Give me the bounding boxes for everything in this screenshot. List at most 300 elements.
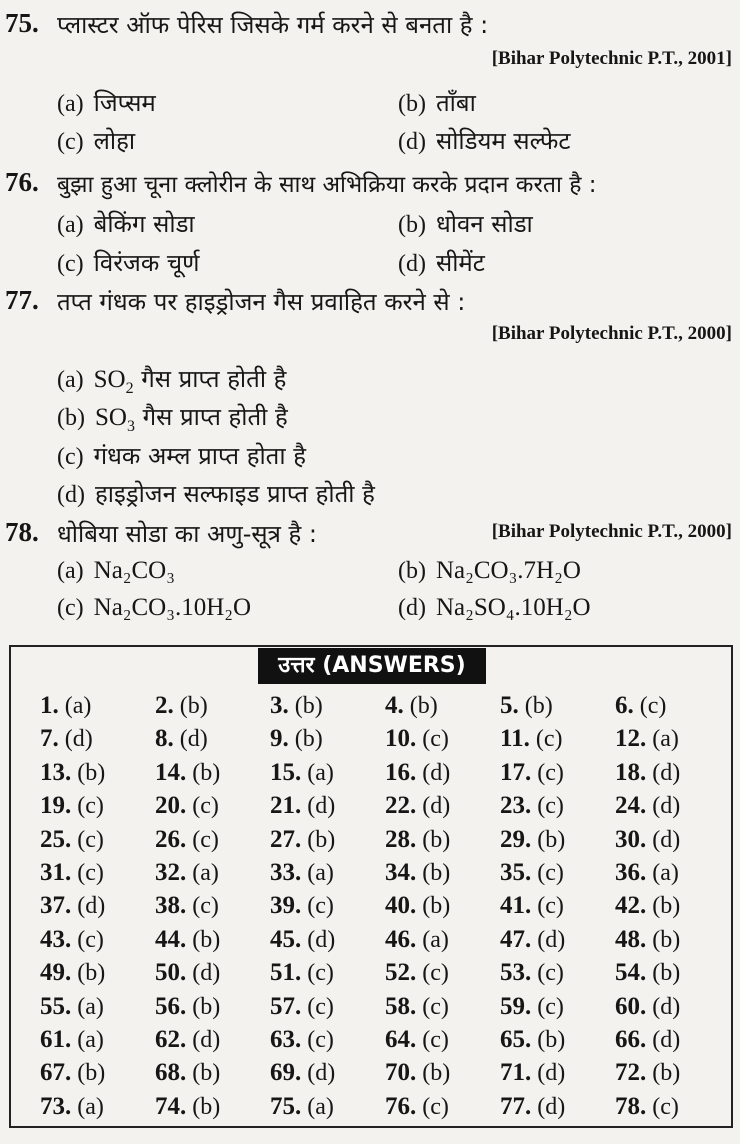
option-text: गैस प्राप्त होती है: [141, 365, 287, 393]
answer-option: (b): [77, 1060, 106, 1087]
answer-option: (d): [652, 993, 681, 1020]
answer-item: [40, 957, 155, 989]
exam-source: [Bihar Polytechnic P.T., 2001]: [491, 48, 732, 69]
option-text: बेकिंग सोडा: [93, 210, 195, 238]
answer-number: 6.: [615, 692, 634, 719]
answer-option: (d): [652, 1026, 681, 1053]
chemical-formula: [94, 404, 135, 435]
answer-option: (c): [307, 960, 334, 987]
answer-option: (c): [422, 960, 449, 987]
answer-item: [40, 723, 155, 755]
answer-item: [500, 1024, 615, 1056]
answer-item: [615, 857, 730, 889]
answer-item: [615, 1024, 730, 1056]
answer-number: 20.: [155, 792, 187, 820]
answer-option: (d): [77, 893, 106, 920]
option-c: [57, 593, 251, 622]
answer-number: 39.: [270, 892, 302, 920]
answer-number: 23.: [500, 792, 532, 820]
answer-number: 61.: [40, 1025, 72, 1053]
answer-item: [155, 857, 270, 889]
answer-option: (c): [192, 893, 219, 920]
answer-number: 47.: [500, 925, 532, 953]
option-label: (d): [398, 251, 426, 277]
answer-item: [270, 890, 385, 922]
answer-number: 19.: [40, 792, 72, 820]
answer-option: (c): [77, 793, 104, 820]
answer-item: [270, 924, 385, 956]
answer-item: [40, 890, 155, 922]
answer-number: 34.: [385, 858, 417, 886]
answer-option: (d): [537, 1060, 566, 1087]
answer-option: (d): [652, 759, 681, 786]
answer-item: [385, 857, 500, 889]
option-text: गंधक अम्ल प्राप्त होता है: [93, 442, 306, 470]
answer-item: [385, 824, 500, 856]
answer-number: 51.: [270, 959, 302, 987]
answer-option: (d): [307, 793, 336, 820]
answer-number: 27.: [270, 825, 302, 853]
option-label: (a): [57, 212, 84, 238]
answer-number: 67.: [40, 1059, 72, 1087]
answer-option: (b): [652, 960, 681, 987]
answer-option: (a): [64, 693, 92, 719]
option-text: सोडियम सल्फेट: [435, 127, 571, 155]
answer-option: (a): [307, 759, 334, 786]
answer-number: 9.: [270, 725, 289, 753]
answer-item: [40, 824, 155, 856]
option-c: [57, 246, 199, 279]
answer-number: 74.: [155, 1092, 187, 1120]
answer-number: 57.: [270, 992, 302, 1020]
formula-subscript: 3: [126, 418, 135, 435]
answer-item: [270, 1057, 385, 1089]
answer-option: (c): [307, 1026, 334, 1053]
answer-number: 78.: [615, 1092, 647, 1120]
answer-option: (b): [422, 1060, 451, 1087]
answer-option: (a): [77, 1093, 104, 1120]
answer-number: 54.: [615, 959, 647, 987]
answer-number: 49.: [40, 959, 72, 987]
answer-item: [500, 1057, 615, 1089]
answer-item: [385, 924, 500, 956]
option-label: (b): [398, 558, 426, 584]
answer-number: 70.: [385, 1059, 417, 1087]
option-b: [398, 556, 581, 585]
answer-number: 71.: [500, 1059, 532, 1087]
answers-grid: [40, 690, 730, 1123]
option-text: सीमेंट: [435, 249, 485, 277]
answer-number: 55.: [40, 992, 72, 1020]
answer-item: [500, 790, 615, 822]
answer-number: 8.: [155, 725, 174, 753]
answer-item: [615, 723, 730, 755]
answer-option: (a): [77, 993, 104, 1020]
answer-option: (c): [537, 893, 564, 920]
answer-number: 5.: [500, 692, 519, 719]
question-number: 75.: [5, 8, 39, 38]
answer-item: [615, 1091, 730, 1123]
answer-item: [155, 790, 270, 822]
answer-number: 46.: [385, 925, 417, 953]
answer-option: (b): [422, 859, 451, 886]
answer-number: 36.: [615, 858, 647, 886]
answer-number: 68.: [155, 1059, 187, 1087]
answer-item: [155, 991, 270, 1023]
answer-item: [385, 1091, 500, 1123]
answer-option: (d): [422, 793, 451, 820]
answer-number: 29.: [500, 825, 532, 853]
option-text: Na₂CO₃.10H₂O: [93, 594, 252, 621]
answer-option: (b): [422, 893, 451, 920]
answer-number: 24.: [615, 792, 647, 820]
answer-item: [615, 890, 730, 922]
question-text: तप्त गंधक पर हाइड्रोजन गैस प्रवाहित करने से :: [57, 288, 466, 316]
answer-number: 58.: [385, 992, 417, 1020]
answer-item: [40, 1057, 155, 1089]
answer-item: [500, 991, 615, 1023]
answer-number: 59.: [500, 992, 532, 1020]
answer-option: (b): [192, 1093, 221, 1120]
answer-option: (a): [192, 859, 219, 886]
option-text: Na₂CO₃.7H₂O: [435, 557, 581, 584]
answer-option: (c): [535, 726, 563, 753]
answer-number: 75.: [270, 1092, 302, 1120]
option-d: [57, 477, 375, 510]
answer-item: [385, 1024, 500, 1056]
answer-number: 77.: [500, 1092, 532, 1120]
answer-number: 53.: [500, 959, 532, 987]
answer-option: (d): [179, 726, 208, 753]
answer-option: (c): [537, 793, 564, 820]
option-b: [398, 86, 476, 119]
answer-option: (d): [64, 726, 93, 753]
answer-number: 4.: [385, 692, 404, 719]
answer-number: 40.: [385, 892, 417, 920]
option-d: [398, 246, 485, 279]
answer-option: (d): [537, 926, 566, 953]
answer-item: [385, 690, 500, 722]
answer-item: [155, 1091, 270, 1123]
answer-item: [500, 890, 615, 922]
answer-item: [270, 690, 385, 722]
option-a: [57, 86, 156, 119]
answer-option: (b): [192, 759, 221, 786]
answer-number: 48.: [615, 925, 647, 953]
option-label: (a): [57, 367, 84, 393]
answer-item: [155, 924, 270, 956]
answer-item: [385, 790, 500, 822]
option-a: [57, 362, 286, 398]
answer-option: (b): [524, 693, 553, 719]
answer-option: (b): [192, 1060, 221, 1087]
answer-option: (a): [652, 859, 679, 886]
answer-option: (d): [652, 793, 681, 820]
answer-option: (c): [652, 1093, 679, 1120]
option-label: (b): [398, 212, 426, 238]
answer-item: [40, 1024, 155, 1056]
answer-number: 52.: [385, 959, 417, 987]
answer-option: (a): [307, 859, 334, 886]
answer-number: 41.: [500, 892, 532, 920]
chemical-formula: [93, 366, 134, 397]
answer-option: (c): [192, 793, 219, 820]
exam-source: [Bihar Polytechnic P.T., 2000]: [491, 323, 732, 344]
answer-number: 60.: [615, 992, 647, 1020]
answer-number: 45.: [270, 925, 302, 953]
answer-item: [270, 757, 385, 789]
answer-item: [155, 690, 270, 722]
answer-number: 16.: [385, 758, 417, 786]
option-a: [57, 207, 195, 240]
answer-option: (c): [77, 826, 104, 853]
answer-option: (d): [537, 1093, 566, 1120]
answer-option: (b): [77, 960, 106, 987]
option-label: (a): [57, 91, 84, 117]
answer-number: 12.: [615, 725, 647, 753]
answer-item: [40, 857, 155, 889]
answer-number: 3.: [270, 692, 289, 719]
answer-item: [615, 1057, 730, 1089]
answer-number: 35.: [500, 858, 532, 886]
answer-option: (a): [652, 726, 679, 753]
answer-item: [270, 723, 385, 755]
answer-number: 43.: [40, 925, 72, 953]
answer-item: [40, 757, 155, 789]
option-label: (b): [57, 405, 85, 431]
answer-option: (d): [652, 826, 681, 853]
answer-option: (c): [422, 1093, 449, 1120]
option-text: Na₂SO₄.10H₂O: [435, 594, 591, 621]
answer-option: (a): [307, 1093, 334, 1120]
answer-option: (d): [307, 926, 336, 953]
option-text: ताँबा: [435, 89, 476, 117]
answer-option: (c): [77, 926, 104, 953]
answer-item: [155, 1024, 270, 1056]
answer-number: 62.: [155, 1025, 187, 1053]
formula-base: SO: [94, 404, 127, 431]
option-text: विरंजक चूर्ण: [93, 249, 200, 277]
answer-number: 28.: [385, 825, 417, 853]
answer-number: 33.: [270, 858, 302, 886]
answer-number: 14.: [155, 758, 187, 786]
formula-base: SO: [93, 366, 126, 393]
answer-option: (c): [537, 993, 564, 1020]
question-number: 77.: [5, 285, 39, 315]
answer-option: (b): [192, 926, 221, 953]
answer-item: [155, 757, 270, 789]
answer-item: [270, 790, 385, 822]
option-label: (d): [57, 482, 85, 508]
answer-item: [40, 1091, 155, 1123]
answer-option: (b): [409, 693, 438, 719]
option-text: हाइड्रोजन सल्फाइड प्राप्त होती है: [94, 480, 375, 508]
formula-subscript: 2: [125, 380, 134, 397]
answer-option: (b): [537, 1026, 566, 1053]
answer-number: 76.: [385, 1092, 417, 1120]
answer-number: 69.: [270, 1059, 302, 1087]
answer-item: [155, 890, 270, 922]
option-label: (d): [398, 595, 426, 621]
answer-option: (c): [639, 693, 667, 719]
answer-item: [615, 924, 730, 956]
answer-option: (d): [307, 1060, 336, 1087]
answer-item: [500, 1091, 615, 1123]
answer-number: 56.: [155, 992, 187, 1020]
answer-item: [500, 957, 615, 989]
answer-number: 11.: [500, 725, 530, 753]
answer-item: [270, 957, 385, 989]
answer-item: [40, 790, 155, 822]
answer-option: (c): [537, 759, 564, 786]
answer-number: 30.: [615, 825, 647, 853]
answer-option: (c): [537, 960, 564, 987]
answer-option: (b): [294, 693, 323, 719]
answer-item: [500, 690, 615, 722]
answer-item: [40, 924, 155, 956]
option-label: (c): [57, 595, 84, 621]
answer-item: [155, 824, 270, 856]
answer-option: (b): [179, 693, 208, 719]
answer-number: 31.: [40, 858, 72, 886]
option-text: गैस प्राप्त होती है: [142, 403, 288, 431]
answer-item: [385, 890, 500, 922]
answer-option: (c): [307, 993, 334, 1020]
answer-number: 17.: [500, 758, 532, 786]
answer-item: [270, 1024, 385, 1056]
answer-item: [500, 857, 615, 889]
answer-number: 50.: [155, 959, 187, 987]
answer-item: [270, 1091, 385, 1123]
answer-item: [385, 1057, 500, 1089]
answer-option: (c): [537, 859, 564, 886]
answer-item: [615, 991, 730, 1023]
option-text: Na₂CO₃: [93, 557, 175, 584]
answer-option: (b): [192, 993, 221, 1020]
option-b: [398, 207, 533, 240]
answer-option: (c): [307, 893, 334, 920]
answer-number: 32.: [155, 858, 187, 886]
question-text: धोबिया सोडा का अणु-सूत्र है :: [57, 520, 317, 548]
answer-item: [385, 723, 500, 755]
answer-option: (a): [77, 1026, 104, 1053]
answer-number: 64.: [385, 1025, 417, 1053]
answer-number: 26.: [155, 825, 187, 853]
answer-option: (b): [652, 1060, 681, 1087]
option-label: (a): [57, 558, 84, 584]
answer-option: (c): [422, 726, 449, 753]
answer-item: [385, 957, 500, 989]
answer-number: 7.: [40, 725, 59, 753]
answer-number: 2.: [155, 692, 174, 719]
option-label: (b): [398, 91, 426, 117]
answer-option: (d): [192, 1026, 221, 1053]
answer-item: [40, 991, 155, 1023]
answer-item: [615, 790, 730, 822]
option-label: (d): [398, 129, 426, 155]
option-text: जिप्सम: [93, 89, 156, 117]
answer-option: (b): [652, 893, 681, 920]
question-number: 78.: [5, 517, 39, 547]
question-number: 76.: [5, 167, 39, 197]
answer-number: 18.: [615, 758, 647, 786]
answer-item: [615, 824, 730, 856]
option-d: [398, 593, 591, 622]
exam-source: [Bihar Polytechnic P.T., 2000]: [491, 521, 732, 542]
option-text: धोवन सोडा: [435, 210, 533, 238]
answer-item: [615, 757, 730, 789]
answer-item: [500, 723, 615, 755]
option-text: लोहा: [93, 127, 136, 155]
question-text: प्लास्टर ऑफ पेरिस जिसके गर्म करने से बनता है :: [57, 11, 489, 39]
answer-item: [155, 957, 270, 989]
option-c: [57, 439, 306, 472]
answer-number: 10.: [385, 725, 417, 753]
answer-number: 72.: [615, 1059, 647, 1087]
answer-item: [385, 757, 500, 789]
answer-option: (c): [192, 826, 219, 853]
answer-item: [270, 991, 385, 1023]
answer-item: [155, 723, 270, 755]
answer-option: (b): [307, 826, 336, 853]
answer-number: 38.: [155, 892, 187, 920]
answer-item: [155, 1057, 270, 1089]
answer-number: 25.: [40, 825, 72, 853]
answer-item: [500, 824, 615, 856]
option-b: [57, 400, 288, 436]
answer-item: [500, 757, 615, 789]
answer-option: (c): [422, 1026, 449, 1053]
answer-item: [615, 690, 730, 722]
option-label: (c): [57, 251, 84, 277]
answer-option: (d): [192, 960, 221, 987]
answer-option: (b): [77, 759, 106, 786]
answer-option: (b): [294, 726, 323, 753]
answer-number: 21.: [270, 792, 302, 820]
answer-item: [40, 690, 155, 722]
answer-number: 65.: [500, 1025, 532, 1053]
answer-item: [270, 824, 385, 856]
answer-option: (b): [537, 826, 566, 853]
answer-number: 13.: [40, 758, 72, 786]
answer-item: [500, 924, 615, 956]
answer-number: 66.: [615, 1025, 647, 1053]
answer-item: [385, 991, 500, 1023]
option-d: [398, 124, 571, 157]
option-a: [57, 556, 175, 585]
answer-option: (c): [77, 859, 104, 886]
answer-number: 42.: [615, 892, 647, 920]
answer-option: (c): [422, 993, 449, 1020]
answer-number: 63.: [270, 1025, 302, 1053]
answer-option: (d): [422, 759, 451, 786]
answer-number: 22.: [385, 792, 417, 820]
answer-number: 73.: [40, 1092, 72, 1120]
answer-number: 37.: [40, 892, 72, 920]
answers-title: उत्तर (ANSWERS): [258, 648, 486, 684]
answer-option: (a): [422, 926, 449, 953]
answer-number: 1.: [40, 692, 59, 719]
answer-number: 15.: [270, 758, 302, 786]
option-c: [57, 124, 135, 157]
question-text: बुझा हुआ चूना क्लोरीन के साथ अभिक्रिया करके प्रदान करता है :: [57, 172, 597, 198]
answer-option: (b): [422, 826, 451, 853]
option-label: (c): [57, 444, 84, 470]
answer-item: [615, 957, 730, 989]
answer-number: 44.: [155, 925, 187, 953]
option-label: (c): [57, 129, 84, 155]
answer-item: [270, 857, 385, 889]
